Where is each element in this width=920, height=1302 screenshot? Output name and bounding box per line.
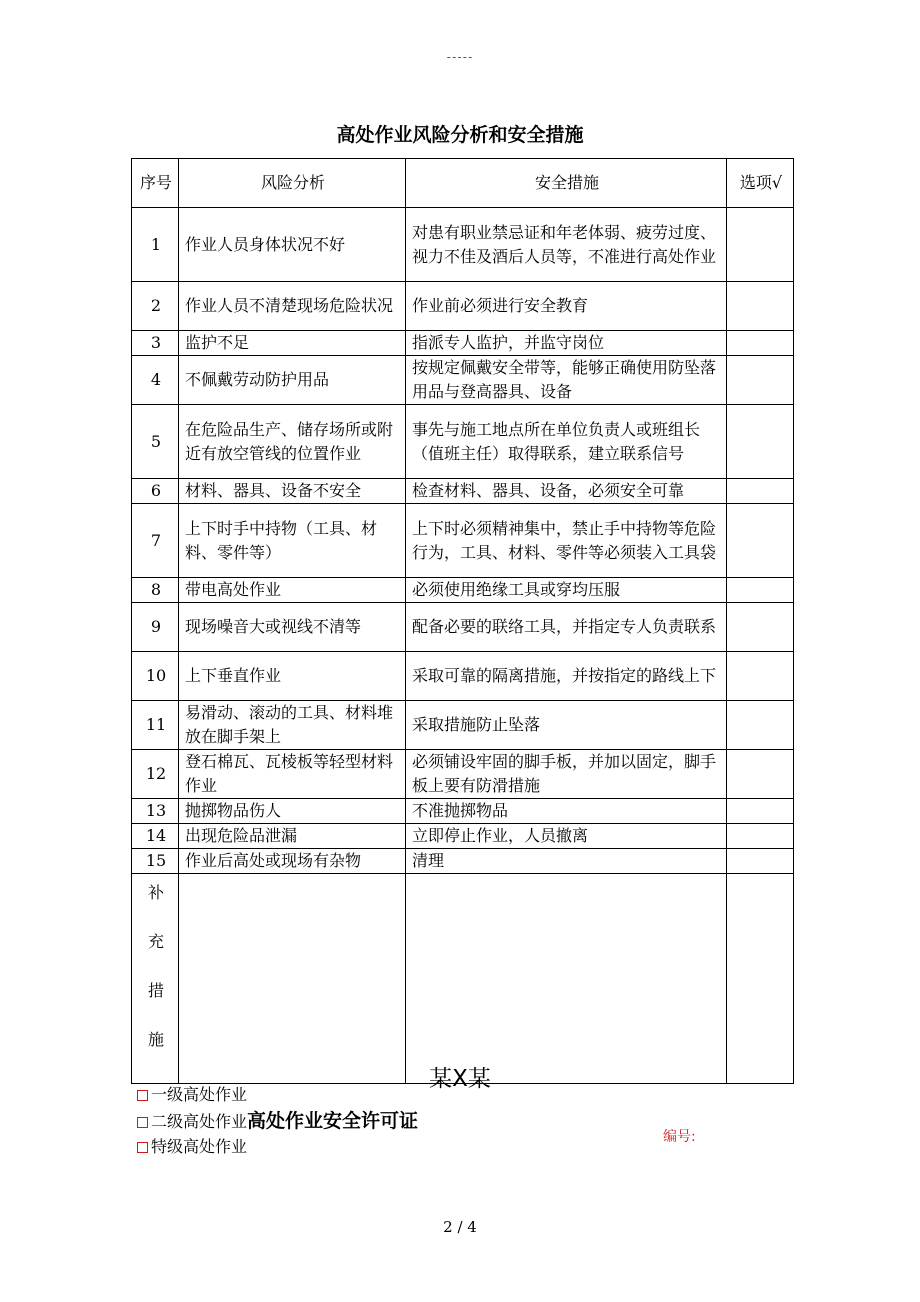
option-checkbox-cell[interactable] [727, 356, 794, 405]
option-checkbox-cell[interactable] [727, 208, 794, 282]
option-checkbox-cell[interactable] [727, 603, 794, 652]
measure-cell: 清理 [406, 849, 727, 874]
option-checkbox-cell[interactable] [727, 652, 794, 701]
table-row [132, 750, 794, 799]
row-number: 12 [132, 750, 179, 799]
special-level-label: 特级高处作业 [151, 1137, 248, 1156]
serial-number-label: 编号: [663, 1129, 696, 1145]
option-checkbox-cell[interactable] [727, 331, 794, 356]
measure-cell: 采取措施防止坠落 [406, 701, 727, 750]
risk-cell: 上下时手中持物（工具、材料、零件等） [179, 504, 406, 578]
row-number: 2 [132, 282, 179, 331]
measure-cell: 检查材料、器具、设备，必须安全可靠 [406, 479, 727, 504]
row-number: 11 [132, 701, 179, 750]
table-row [132, 479, 794, 504]
measure-cell: 按规定佩戴安全带等，能够正确使用防坠落用品与登高器具、设备 [406, 356, 727, 405]
document-title: 高处作业风险分析和安全措施 [336, 124, 584, 146]
row-number: 14 [132, 824, 179, 849]
measure-cell: 不准抛掷物品 [406, 799, 727, 824]
row-number: 10 [132, 652, 179, 701]
row-number: 13 [132, 799, 179, 824]
table-row [132, 356, 794, 405]
risk-cell: 出现危险品泄漏 [179, 824, 406, 849]
option-checkbox-cell[interactable] [727, 799, 794, 824]
table-row [132, 849, 794, 874]
option-checkbox-cell[interactable] [727, 405, 794, 479]
level-1-checkbox[interactable] [137, 1090, 148, 1101]
option-checkbox-cell[interactable] [727, 701, 794, 750]
row-number: 3 [132, 331, 179, 356]
measure-cell: 采取可靠的隔离措施，并按指定的路线上下 [406, 652, 727, 701]
risk-cell: 不佩戴劳动防护用品 [179, 356, 406, 405]
row-number: 7 [132, 504, 179, 578]
row-number: 15 [132, 849, 179, 874]
measure-cell: 上下时必须精神集中，禁止手中持物等危险行为，工具、材料、零件等必须装入工具袋 [406, 504, 727, 578]
measure-cell: 指派专人监护，并监守岗位 [406, 331, 727, 356]
special-level-checkbox[interactable] [137, 1142, 148, 1153]
table-row [132, 603, 794, 652]
header-no: 序号 [132, 159, 179, 208]
option-checkbox-cell[interactable] [727, 750, 794, 799]
supplementary-option-cell[interactable] [727, 874, 794, 1084]
risk-analysis-table [131, 158, 794, 1084]
row-number: 6 [132, 479, 179, 504]
company-name: 某X某 [429, 1066, 491, 1092]
table-row [132, 208, 794, 282]
supplementary-risk-input[interactable] [179, 874, 406, 1084]
measure-cell: 对患有职业禁忌证和年老体弱、疲劳过度、视力不佳及酒后人员等，不准进行高处作业 [406, 208, 727, 282]
page-number: 2 / 4 [443, 1218, 477, 1236]
option-checkbox-cell[interactable] [727, 824, 794, 849]
option-checkbox-cell[interactable] [727, 282, 794, 331]
measure-cell: 作业前必须进行安全教育 [406, 282, 727, 331]
header-option: 选项√ [727, 159, 794, 208]
risk-cell: 抛掷物品伤人 [179, 799, 406, 824]
risk-cell: 在危险品生产、储存场所或附近有放空管线的位置作业 [179, 405, 406, 479]
table-row [132, 799, 794, 824]
table-row [132, 652, 794, 701]
measure-cell: 立即停止作业，人员撤离 [406, 824, 727, 849]
measure-cell: 必须使用绝缘工具或穿均压服 [406, 578, 727, 603]
risk-cell: 材料、器具、设备不安全 [179, 479, 406, 504]
permit-special-option[interactable] [137, 1134, 418, 1160]
risk-cell: 监护不足 [179, 331, 406, 356]
permit-title: 高处作业安全许可证 [247, 1110, 419, 1132]
table-row [132, 405, 794, 479]
supplementary-measures-row [132, 874, 794, 1084]
option-checkbox-cell[interactable] [727, 578, 794, 603]
measure-cell: 事先与施工地点所在单位负责人或班组长（值班主任）取得联系，建立联系信号 [406, 405, 727, 479]
level-1-label: 一级高处作业 [151, 1085, 248, 1104]
table-row [132, 331, 794, 356]
measure-cell: 配备必要的联络工具，并指定专人负责联系 [406, 603, 727, 652]
row-number: 1 [132, 208, 179, 282]
risk-cell: 带电高处作业 [179, 578, 406, 603]
header-measure: 安全措施 [406, 159, 727, 208]
page-header-mark: ----- [446, 50, 474, 64]
risk-cell: 作业人员不清楚现场危险状况 [179, 282, 406, 331]
permit-level-options [137, 1082, 418, 1160]
table-row [132, 824, 794, 849]
level-2-checkbox[interactable] [137, 1117, 148, 1128]
permit-level-1-option[interactable] [137, 1082, 418, 1108]
option-checkbox-cell[interactable] [727, 849, 794, 874]
table-row [132, 504, 794, 578]
row-number: 8 [132, 578, 179, 603]
table-header-row [132, 159, 794, 208]
measure-cell: 必须铺设牢固的脚手板，并加以固定，脚手板上要有防滑措施 [406, 750, 727, 799]
risk-cell: 易滑动、滚动的工具、材料堆放在脚手架上 [179, 701, 406, 750]
supplementary-measures-label: 补 充 措 施 [132, 874, 179, 1084]
risk-cell: 现场噪音大或视线不清等 [179, 603, 406, 652]
table-row [132, 282, 794, 331]
option-checkbox-cell[interactable] [727, 504, 794, 578]
table-row [132, 701, 794, 750]
supplementary-measure-input[interactable] [406, 874, 727, 1084]
option-checkbox-cell[interactable] [727, 479, 794, 504]
risk-cell: 作业后高处或现场有杂物 [179, 849, 406, 874]
row-number: 5 [132, 405, 179, 479]
risk-cell: 作业人员身体状况不好 [179, 208, 406, 282]
risk-cell: 上下垂直作业 [179, 652, 406, 701]
permit-level-2-option[interactable] [137, 1108, 418, 1134]
row-number: 4 [132, 356, 179, 405]
risk-cell: 登石棉瓦、瓦棱板等轻型材料作业 [179, 750, 406, 799]
row-number: 9 [132, 603, 179, 652]
table-row [132, 578, 794, 603]
header-risk: 风险分析 [179, 159, 406, 208]
level-2-label: 二级高处作业 [151, 1112, 248, 1131]
